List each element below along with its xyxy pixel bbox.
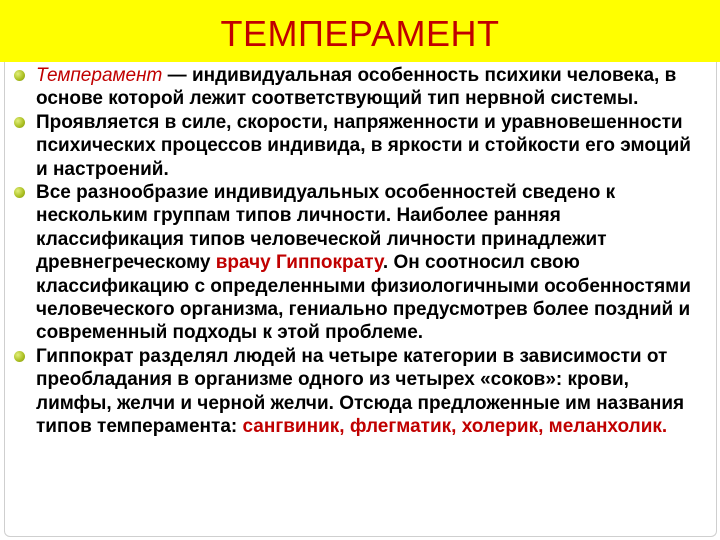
term-highlight: Темперамент xyxy=(36,65,163,86)
bullet-dot-icon xyxy=(14,70,25,81)
bullet-item xyxy=(12,181,702,345)
bullet-text: — индивидуальная особенность психики человека, в основе которой лежит соответствующий тип нервной системы. xyxy=(36,65,677,110)
bullet-text: Проявляется в силе, скорости, напряженности и уравновешенности психических процессов индивида, в яркости и стойкости его эмоций и настроений. xyxy=(36,111,691,180)
bullet-text: Гиппократ разделял людей на четыре категории в зависимости от преобладания в организме одного из четырех «соков»: крови, лимфы, желчи и черной желчи. Отсюда предложенные им названия типов темперамента: xyxy=(36,345,685,438)
bullet-item xyxy=(12,111,702,181)
bullet-dot-icon xyxy=(14,117,25,128)
bullet-dot-icon xyxy=(14,351,25,362)
bullet-list xyxy=(12,64,702,439)
bullet-item xyxy=(12,64,702,111)
bullet-text: Все разнообразие индивидуальных особенностей сведено к нескольким группам типов личности. Наиболее ранняя классификация типов человеческой личности принадлежит древнегреческому xyxy=(36,182,616,274)
temperament-types-highlight: сангвиник, флегматик, холерик, меланхолик. xyxy=(242,416,668,438)
slide-title: ТЕМПЕРАМЕНТ xyxy=(220,13,500,54)
hippocrates-highlight: врачу Гиппократу xyxy=(215,252,383,274)
bullet-dot-icon xyxy=(14,187,25,198)
bullet-item xyxy=(12,345,702,439)
bullet-text-continued: . Он соотносил свою классификацию с определенными физиологичными особенностями человеческого организма, гениально предусмотрев более поздний и современный подходы к этой проблеме. xyxy=(36,252,691,344)
